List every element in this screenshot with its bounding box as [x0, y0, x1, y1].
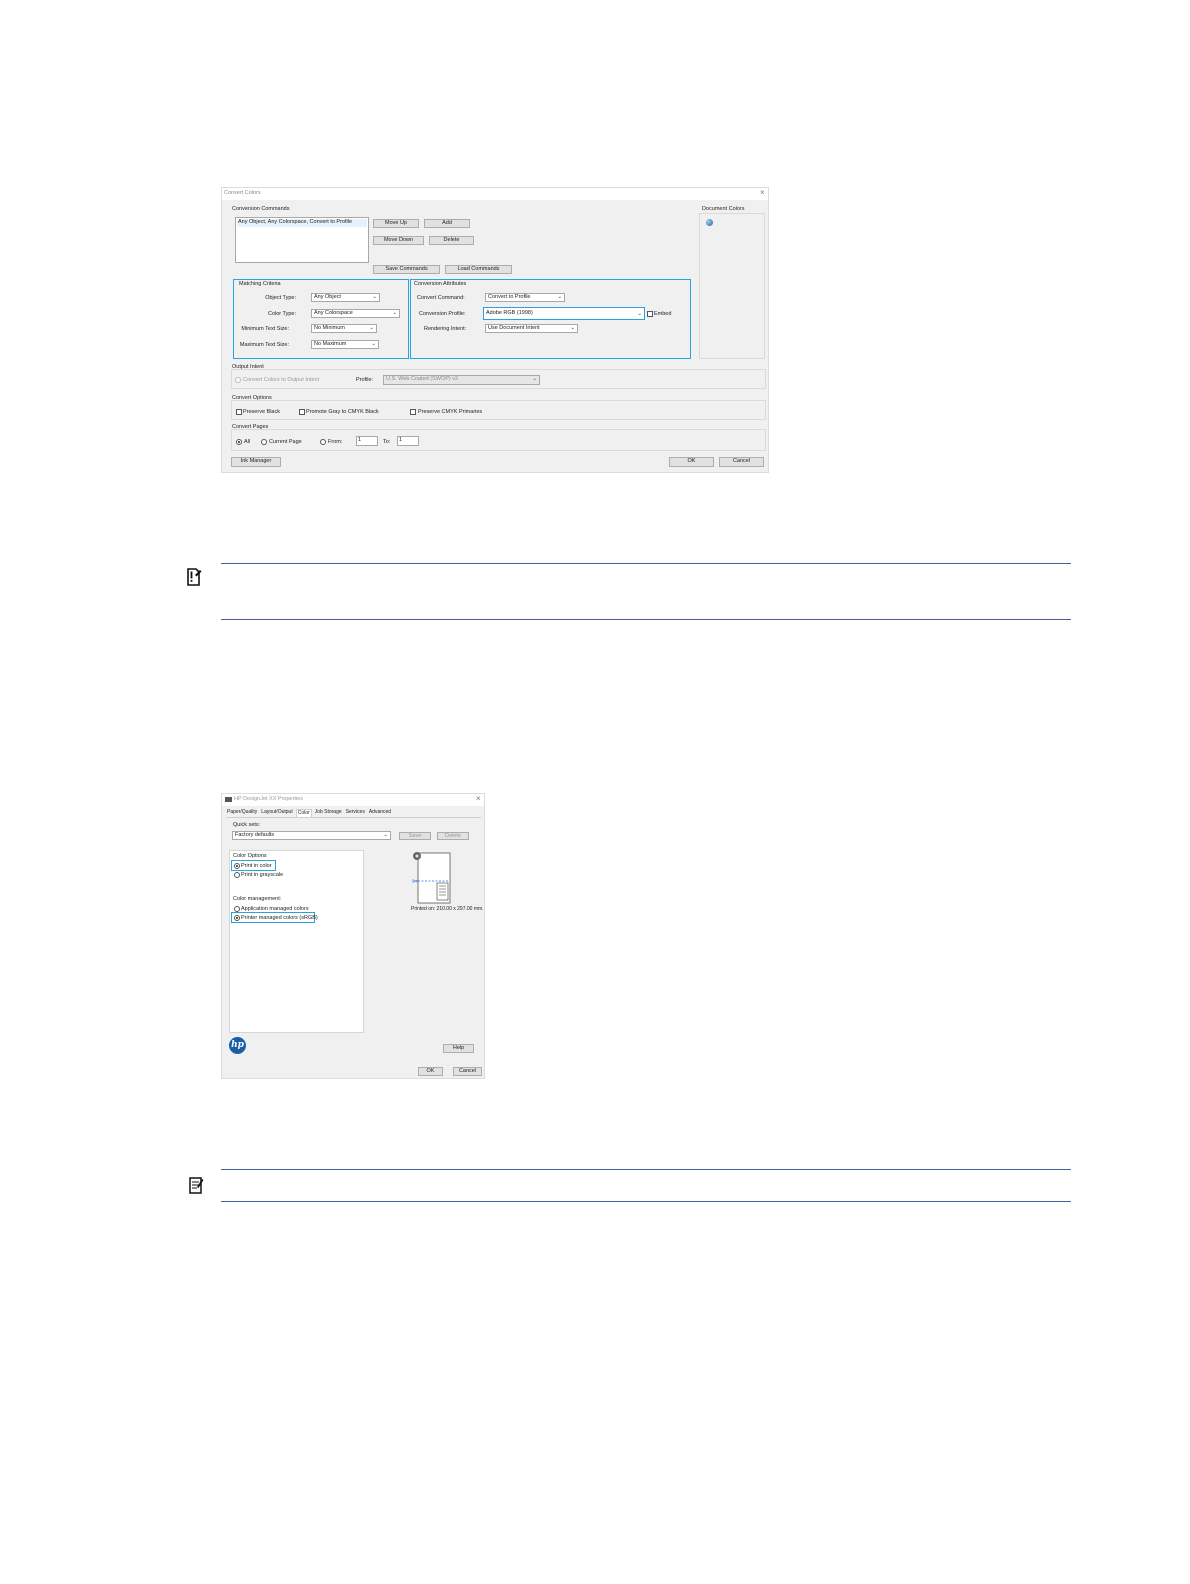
close-icon[interactable]: × — [760, 188, 765, 197]
color-type-select[interactable]: Any Colorspace ⌄ — [311, 309, 400, 318]
current-page-label: Current Page — [269, 439, 302, 445]
quick-sets-select[interactable]: Factory defaults ⌄ — [232, 831, 391, 840]
output-intent-label: Output Intent — [232, 364, 264, 370]
conversion-commands-label: Conversion Commands — [232, 206, 290, 212]
convert-options-group — [231, 400, 766, 420]
tab-bar — [226, 809, 392, 817]
list-item[interactable]: Any Object, Any Colorspace, Convert to Profile — [237, 219, 367, 227]
note-top-rule — [221, 563, 1071, 564]
page-range-radio[interactable] — [320, 439, 326, 445]
close-icon[interactable]: × — [476, 794, 481, 803]
note2-bottom-rule — [221, 1201, 1071, 1202]
chevron-down-icon: ⌄ — [637, 311, 642, 317]
print-in-grayscale-radio[interactable] — [234, 872, 240, 878]
ink-manager-button[interactable]: Ink Manager — [231, 457, 281, 467]
tab-content — [226, 817, 484, 1059]
preserve-black-label: Preserve Black — [243, 409, 280, 415]
svg-text:✂: ✂ — [412, 877, 419, 886]
tab-advanced[interactable]: Advanced — [368, 809, 392, 815]
page-preview — [410, 851, 460, 905]
min-text-size-label: Minimum Text Size: — [241, 326, 289, 332]
dialog-titlebar — [222, 794, 484, 806]
quick-sets-label: Quick sets: — [233, 822, 261, 828]
print-in-color-label: Print in color — [241, 863, 272, 869]
dialog-title: HP DesignJet XX Properties — [234, 796, 303, 802]
embed-checkbox[interactable] — [647, 311, 653, 317]
chevron-down-icon: ⌄ — [570, 325, 575, 331]
convert-command-label: Convert Command: — [417, 295, 465, 301]
add-button[interactable]: Add — [424, 219, 470, 228]
note2-top-rule — [221, 1169, 1071, 1170]
promote-gray-checkbox[interactable] — [299, 409, 305, 415]
ok-button[interactable]: OK — [418, 1067, 443, 1076]
important-icon — [186, 567, 202, 592]
note-bottom-rule — [221, 619, 1071, 620]
chevron-down-icon: ⌄ — [392, 310, 397, 316]
preserve-primaries-checkbox[interactable] — [410, 409, 416, 415]
current-page-radio[interactable] — [261, 439, 267, 445]
commands-list[interactable] — [235, 217, 369, 263]
chevron-down-icon: ⌄ — [383, 832, 388, 838]
color-swatch-icon[interactable] — [706, 219, 713, 226]
printer-managed-radio[interactable] — [234, 915, 240, 921]
object-type-select[interactable]: Any Object ⌄ — [311, 293, 380, 302]
all-pages-radio[interactable] — [236, 439, 242, 445]
chevron-down-icon: ⌄ — [372, 294, 377, 300]
convert-colors-dialog — [221, 187, 769, 473]
hp-properties-dialog — [221, 793, 485, 1079]
all-pages-label: All — [244, 439, 251, 445]
print-in-color-radio[interactable] — [234, 863, 240, 869]
output-profile-label: Profile: — [356, 377, 374, 383]
move-up-button[interactable]: Move Up — [373, 219, 419, 228]
document-colors-label: Document Colors — [702, 206, 745, 212]
paper-roll-icon — [410, 851, 460, 905]
tab-job-storage[interactable]: Job Storage — [314, 809, 342, 815]
conversion-profile-label: Conversion Profile: — [419, 311, 466, 317]
chevron-down-icon: ⌄ — [371, 341, 376, 347]
convert-options-label: Convert Options — [232, 395, 272, 401]
convert-pages-group — [231, 429, 766, 451]
save-quick-set-button[interactable]: Save — [399, 832, 431, 840]
conversion-profile-select[interactable]: Adobe RGB (1998) ⌄ — [483, 307, 645, 320]
max-text-size-select[interactable]: No Maximum ⌄ — [311, 340, 379, 349]
tab-layout-output[interactable]: Layout/Output — [261, 809, 293, 815]
chevron-down-icon: ⌄ — [557, 294, 562, 300]
load-commands-button[interactable]: Load Commands — [445, 265, 512, 274]
from-label: From: — [328, 439, 343, 445]
move-down-button[interactable]: Move Down — [373, 236, 424, 245]
delete-quick-set-button[interactable]: Delete — [437, 832, 469, 840]
printed-on-label: Printed on: 210.00 x 297.00 mm. — [411, 906, 484, 912]
hp-logo: hp — [229, 1037, 246, 1054]
printer-managed-label: Printer managed colors (sRGB) — [241, 915, 318, 921]
color-options-label: Color Options — [233, 853, 267, 859]
printer-icon — [225, 797, 232, 802]
tab-color[interactable]: Color — [297, 810, 310, 816]
matching-criteria-label: Matching Criteria — [239, 281, 281, 287]
tab-paper-quality[interactable]: Paper/Quality — [227, 809, 258, 815]
object-type-label: Object Type: — [265, 295, 296, 301]
max-text-size-label: Maximum Text Size: — [239, 342, 289, 348]
cancel-button[interactable]: Cancel — [719, 457, 764, 467]
save-commands-button[interactable]: Save Commands — [373, 265, 440, 274]
cancel-button[interactable]: Cancel — [453, 1067, 482, 1076]
print-in-grayscale-label: Print in grayscale — [241, 872, 284, 878]
delete-button[interactable]: Delete — [429, 236, 474, 245]
color-type-label: Color Type: — [267, 311, 296, 317]
chevron-down-icon: ⌄ — [532, 376, 537, 382]
dialog-titlebar — [222, 188, 768, 200]
rendering-intent-label: Rendering Intent: — [424, 326, 467, 332]
chevron-down-icon: ⌄ — [369, 325, 374, 331]
conversion-attributes-group — [410, 279, 691, 359]
to-label: To: — [383, 439, 391, 445]
dialog-title: Convert Colors — [224, 190, 261, 196]
help-button[interactable]: Help — [443, 1044, 474, 1053]
preserve-black-checkbox[interactable] — [236, 409, 242, 415]
embed-label: Embed — [654, 311, 672, 317]
color-options-panel — [229, 850, 364, 1033]
app-managed-label: Application managed colors — [241, 906, 309, 912]
preserve-primaries-label: Preserve CMYK Primaries — [418, 409, 483, 415]
matching-criteria-group — [233, 279, 409, 359]
convert-pages-label: Convert Pages — [232, 424, 269, 430]
convert-to-output-intent-radio[interactable] — [235, 377, 241, 383]
color-management-label: Color management: — [233, 896, 282, 902]
from-page-input[interactable]: 1 — [356, 436, 378, 446]
output-intent-group — [231, 369, 766, 389]
note-icon — [188, 1175, 204, 1200]
ok-button[interactable]: OK — [669, 457, 714, 467]
output-profile-select[interactable]: U.S. Web Coated (SWOP) v2 ⌄ — [383, 375, 540, 385]
conversion-attributes-label: Conversion Attributes — [414, 281, 467, 287]
to-page-input[interactable]: 1 — [397, 436, 419, 446]
convert-command-select[interactable]: Convert to Profile ⌄ — [485, 293, 565, 302]
min-text-size-select[interactable]: No Minimum ⌄ — [311, 324, 377, 333]
promote-gray-label: Promote Gray to CMYK Black — [306, 409, 379, 415]
convert-to-output-intent-label: Convert Colors to Output Intent — [243, 377, 320, 383]
rendering-intent-select[interactable]: Use Document Intent ⌄ — [485, 324, 578, 333]
tab-services[interactable]: Services — [345, 809, 365, 815]
document-colors-panel — [699, 213, 765, 359]
